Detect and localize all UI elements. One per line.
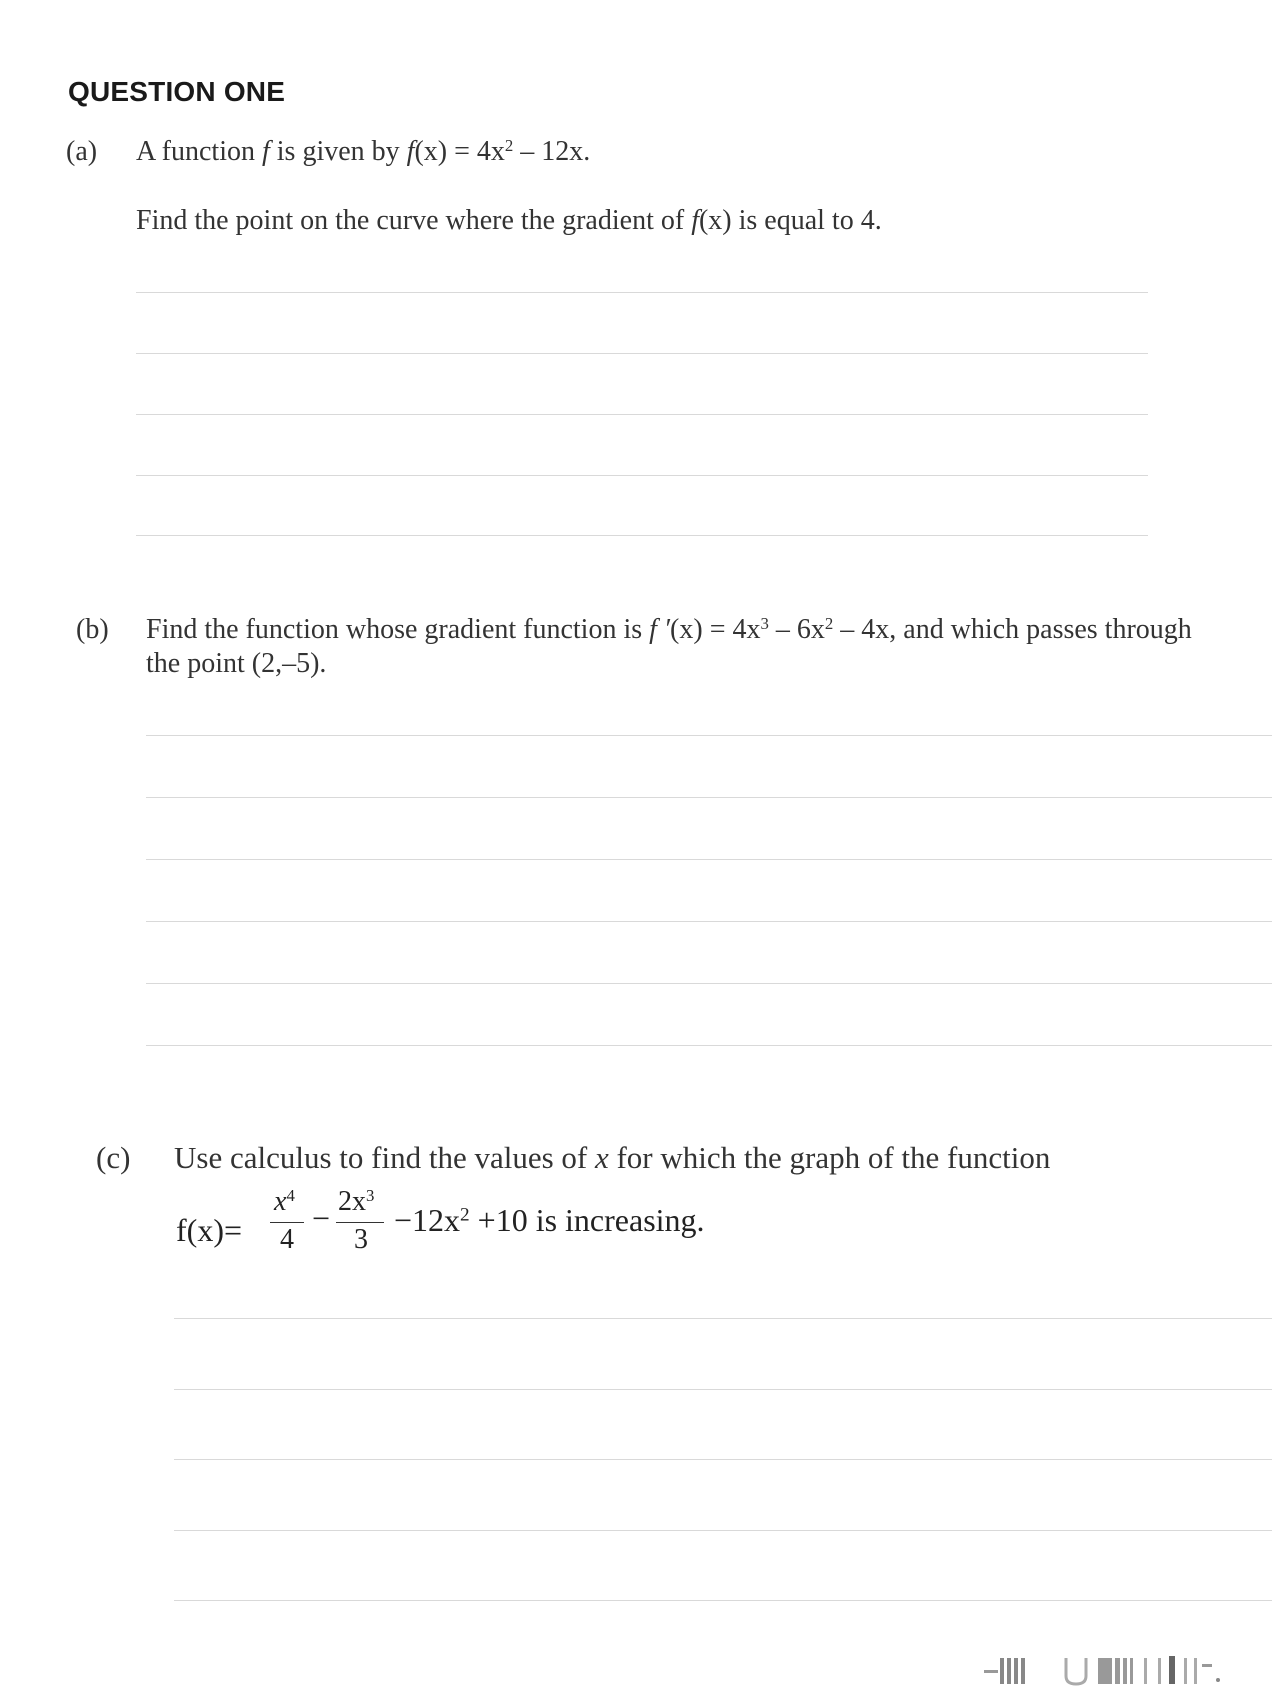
part-c-statement: Use calculus to find the values of x for which the graph of the function	[174, 1140, 1051, 1175]
formula-numerator-2: $2x^3$	[338, 1185, 375, 1217]
answer-line-a-3[interactable]	[136, 414, 1148, 415]
barcode-icon	[984, 1652, 1254, 1686]
formula-minus: −	[312, 1200, 331, 1236]
answer-line-b-4[interactable]	[146, 921, 1272, 922]
answer-line-a-1[interactable]	[136, 292, 1148, 293]
answer-line-b-2[interactable]	[146, 797, 1272, 798]
answer-line-b-1[interactable]	[146, 735, 1272, 736]
answer-line-b-5[interactable]	[146, 983, 1272, 984]
part-a-question: Find the point on the curve where the gradient of f(x) is equal to 4.	[136, 205, 882, 236]
formula-denominator-2: 3	[354, 1224, 368, 1255]
answer-line-c-1[interactable]	[174, 1318, 1272, 1319]
part-b-label: (b)	[76, 614, 109, 645]
formula-lhs: f(x)=	[176, 1212, 243, 1248]
answer-line-b-3[interactable]	[146, 859, 1272, 860]
answer-line-a-2[interactable]	[136, 353, 1148, 354]
part-b-statement: Find the function whose gradient function is f $'(x) = 4x^3 - 6x^2 - 4x$, and which passes through	[146, 613, 1192, 645]
formula-tail: $-12x^2 +10$ is increasing.	[394, 1202, 705, 1238]
answer-line-c-2[interactable]	[174, 1389, 1272, 1390]
formula-numerator-1: $x^4$	[274, 1185, 295, 1217]
fraction-bar-2	[336, 1222, 384, 1223]
formula-denominator-1: 4	[280, 1224, 294, 1255]
part-c-label: (c)	[96, 1140, 131, 1175]
question-heading: QUESTION ONE	[68, 76, 286, 107]
fraction-bar-1	[270, 1222, 304, 1223]
part-a-label: (a)	[66, 136, 98, 167]
answer-line-c-4[interactable]	[174, 1530, 1272, 1531]
part-b-statement-line2: the point (2,–5).	[146, 648, 327, 679]
answer-line-c-5[interactable]	[174, 1600, 1272, 1601]
answer-line-a-5[interactable]	[136, 535, 1148, 536]
answer-line-c-3[interactable]	[174, 1459, 1272, 1460]
answer-line-b-6[interactable]	[146, 1045, 1272, 1046]
answer-line-a-4[interactable]	[136, 475, 1148, 476]
part-a-statement: A function f is given by $f(x) = 4x^2 - 12x$.	[136, 135, 591, 167]
